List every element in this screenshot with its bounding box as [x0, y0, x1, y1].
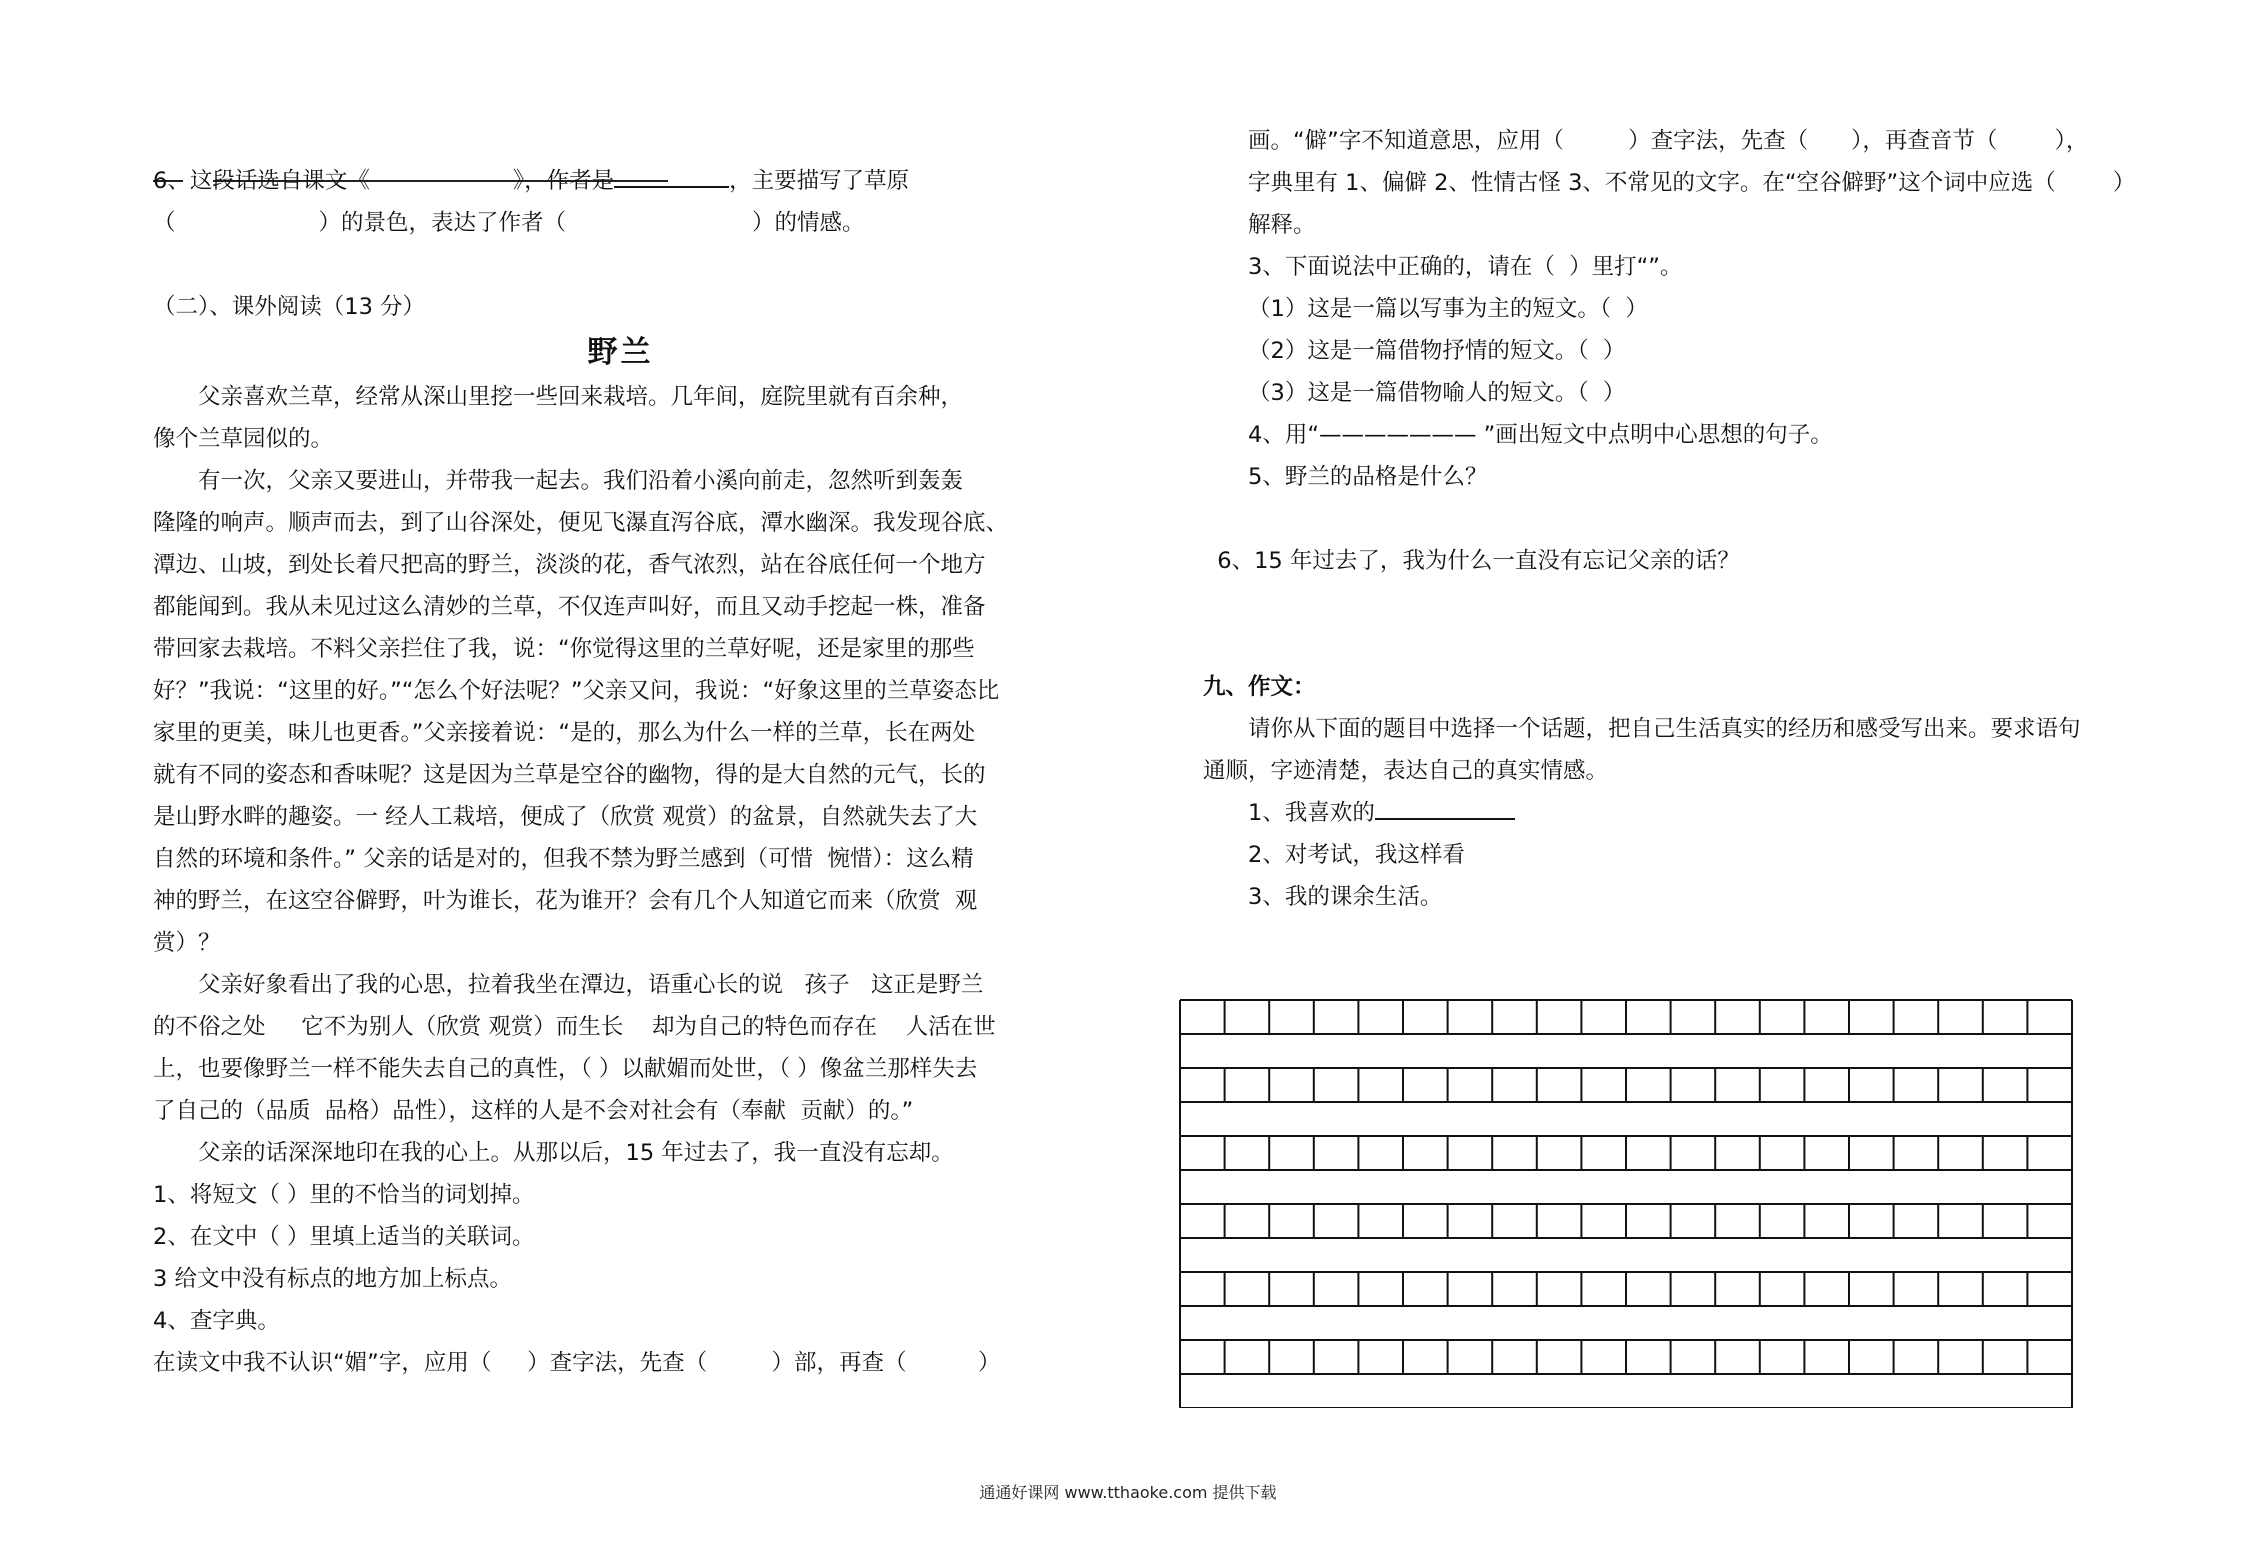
question-line-text: 6、这段话选自课文《 》，作者是 [153, 168, 615, 194]
right-line [1203, 708, 2163, 750]
right-line [1203, 582, 2163, 624]
question-line-text-tail: ，主要描写了草原 [729, 168, 910, 194]
right-line-text: 5、野兰的品格是什么？ [1248, 464, 1488, 490]
right-line-text: 4、用“——————— ”画出短文中点明中心思想的句子。 [1248, 422, 1833, 448]
passage-line-text: 2、在文中（ ）里填上适当的关联词。 [153, 1224, 535, 1250]
right-column [1203, 120, 2163, 918]
passage-line [153, 1090, 1088, 1132]
right-line [1203, 330, 2163, 372]
right-line-text: 6、15 年过去了，我为什么一直没有忘记父亲的话？ [1203, 548, 1740, 574]
passage-line-text: 4、查字典。 [153, 1308, 280, 1334]
passage-line [153, 838, 1088, 880]
passage-line [153, 880, 1088, 922]
passage-line [153, 1174, 1088, 1216]
passage-line-text: 像个兰草园似的。 [153, 426, 334, 452]
passage-line-text: 有一次，父亲又要进山，并带我一起去。我们沿着小溪向前走，忽然听到轰轰 [198, 468, 964, 494]
footer-credit: 通通好课网 www.tthaoke.com 提供下载 [979, 1483, 1277, 1502]
right-line-text: 字典里有 1、偏僻 2、性情古怪 3、不常见的文字。在“空谷僻野”这个词中应选（ ） [1248, 170, 2136, 196]
passage-line-text: 自然的环境和条件。” 父亲的话是对的，但我不禁为野兰感到（可惜 惋惜）：这么精 [153, 846, 974, 872]
right-line [1203, 246, 2163, 288]
passage-line [153, 712, 1088, 754]
passage-line [153, 1006, 1088, 1048]
right-line-text: 2、对考试，我这样看 [1248, 842, 1465, 868]
passage-line [153, 376, 1088, 418]
question-line [153, 160, 1088, 202]
passage-line [153, 964, 1088, 1006]
passage-line [153, 544, 1088, 586]
passage-line [153, 796, 1088, 838]
left-column [153, 160, 1088, 1384]
question-line [153, 244, 1088, 286]
passage-line-text: 隆隆的响声。顺声而去，到了山谷深处，便见飞瀑直泻谷底，潭水幽深。我发现谷底、 [153, 510, 1009, 536]
passage-line [153, 502, 1088, 544]
passage-line-text: 家里的更美，味儿也更香。”父亲接着说：“是的，那么为什么一样的兰草，长在两处 [153, 720, 976, 746]
right-line-text: （2）这是一篇借物抒情的短文。（ ） [1248, 338, 1626, 364]
right-line-text: （1）这是一篇以写事为主的短文。（ ） [1248, 296, 1648, 322]
passage-line-text: 父亲喜欢兰草，经常从深山里挖一些回来栽培。几年间，庭院里就有百余种， [198, 384, 964, 410]
passage-line-text: 好？”我说：“这里的好。”“怎么个好法呢？”父亲又问，我说：“好象这里的兰草姿态比 [153, 678, 1000, 704]
passage-line [153, 1132, 1088, 1174]
right-line [1203, 288, 2163, 330]
passage-line [153, 754, 1088, 796]
right-line [1203, 414, 2163, 456]
question-line [153, 286, 1088, 328]
passage-line-text: 神的野兰，在这空谷僻野，叶为谁长，花为谁开？会有几个人知道它而来（欣赏 观 [153, 888, 978, 914]
answer-blank[interactable] [614, 160, 729, 188]
question-line [153, 202, 1088, 244]
question-line-text: （ ）的景色，表达了作者（ ）的情感。 [153, 210, 865, 236]
right-line-text: 画。“僻”字不知道意思，应用（ ）查字法，先查（ ），再查音节（ ）， [1248, 128, 2089, 154]
right-line-text: 3、下面说法中正确的，请在（ ）里打“”。 [1248, 254, 1683, 280]
right-line [1203, 498, 2163, 540]
passage-line [153, 460, 1088, 502]
right-line-text: 1、我喜欢的 [1248, 800, 1375, 826]
passage-title: 野兰 [587, 335, 654, 370]
passage-line [153, 1258, 1088, 1300]
right-line-text: 通顺，字迹清楚，表达自己的真实情感。 [1203, 758, 1609, 784]
right-line [1203, 750, 2163, 792]
right-line-text: 解释。 [1248, 212, 1316, 238]
passage-line [153, 1300, 1088, 1342]
right-line [1203, 120, 2163, 162]
right-line [1203, 792, 2163, 834]
answer-blank[interactable] [1375, 792, 1515, 820]
right-line-text: 3、我的课余生活。 [1248, 884, 1443, 910]
passage-line-text: 上，也要像野兰一样不能失去自己的真性，（ ）以献媚而处世，（ ）像盆兰那样失去 [153, 1056, 978, 1082]
right-line [1203, 540, 2163, 582]
passage-line [153, 586, 1088, 628]
right-line [1203, 624, 2163, 666]
passage-line-text: 就有不同的姿态和香味呢？这是因为兰草是空谷的幽物，得的是大自然的元气，长的 [153, 762, 986, 788]
passage-line-text: 1、将短文（ ）里的不恰当的词划掉。 [153, 1182, 535, 1208]
right-line-text: 请你从下面的题目中选择一个话题，把自己生活真实的经历和感受写出来。要求语句 [1248, 716, 2081, 742]
passage-line [153, 922, 1088, 964]
passage-line [153, 628, 1088, 670]
passage-line-text: 赏）？ [153, 930, 221, 956]
right-line-text: 九、作文： [1203, 674, 1316, 700]
right-line [1203, 162, 2163, 204]
passage-line-text: 在读文中我不认识“媚”字，应用（ ）查字法，先查（ ）部，再查（ ） [153, 1350, 1001, 1376]
right-line [1203, 372, 2163, 414]
question-line-text: （二）、课外阅读（13 分） [153, 294, 426, 320]
passage-line-text: 是山野水畔的趣姿。一 经人工栽培，便成了（欣赏 观赏）的盆景，自然就失去了大 [153, 804, 978, 830]
passage-line [153, 1342, 1088, 1384]
right-line [1203, 204, 2163, 246]
passage-line-text: 潭边、山坡，到处长着尺把高的野兰，淡淡的花，香气浓烈，站在谷底任何一个地方 [153, 552, 986, 578]
right-line [1203, 456, 2163, 498]
right-line [1203, 834, 2163, 876]
passage-line-text: 的不俗之处 它不为别人（欣赏 观赏）而生长 却为自己的特色而存在 人活在世 [153, 1014, 996, 1040]
passage-line-text: 了自己的（品质 品格）品性），这样的人是不会对社会有（奉献 贡献）的。” [153, 1098, 914, 1124]
passage-line-text: 带回家去栽培。不料父亲拦住了我，说：“你觉得这里的兰草好呢，还是家里的那些 [153, 636, 975, 662]
passage-line-text: 都能闻到。我从未见过这么清妙的兰草，不仅连声叫好，而且又动手挖起一株，准备 [153, 594, 986, 620]
passage-line-text: 父亲的话深深地印在我的心上。从那以后，15 年过去了，我一直没有忘却。 [198, 1140, 954, 1166]
passage-line [153, 418, 1088, 460]
right-line-text: （3）这是一篇借物喻人的短文。（ ） [1248, 380, 1626, 406]
passage-line-text: 父亲好象看出了我的心思，拉着我坐在潭边，语重心长的说 孩子 这正是野兰 [198, 972, 984, 998]
passage-line-text: 3 给文中没有标点的地方加上标点。 [153, 1266, 512, 1292]
passage-line [153, 1216, 1088, 1258]
composition-grid [1178, 998, 2076, 1408]
right-line [1203, 666, 2163, 708]
passage-line [153, 670, 1088, 712]
right-line [1203, 876, 2163, 918]
passage-line [153, 1048, 1088, 1090]
